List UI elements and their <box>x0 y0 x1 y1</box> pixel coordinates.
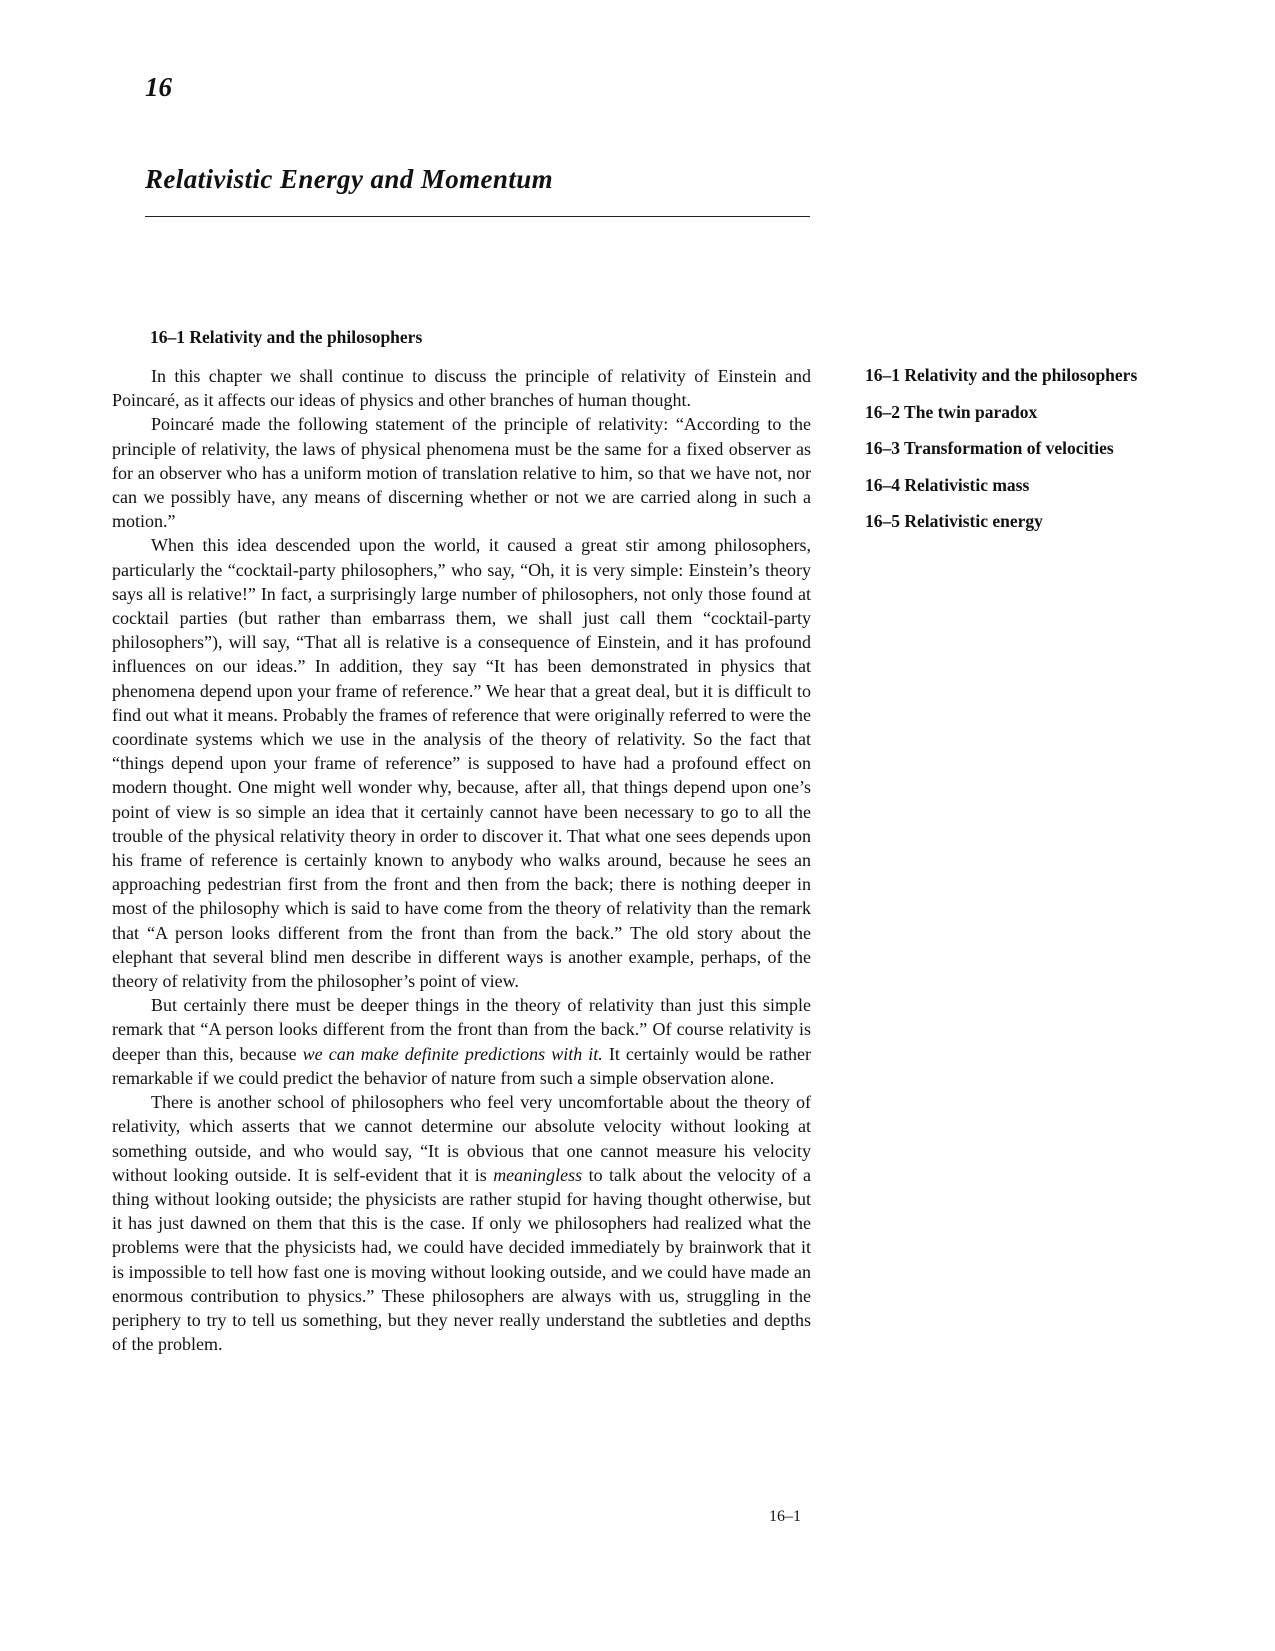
toc-item[interactable]: 16–2 The twin paradox <box>865 401 1038 422</box>
chapter-title: Relativistic Energy and Momentum <box>145 164 554 194</box>
toc-item[interactable]: 16–3 Transformation of velocities <box>865 438 1114 458</box>
toc-item[interactable]: 16–5 Relativistic energy <box>865 511 1043 531</box>
paragraph: In this chapter we shall continue to discuss the principle of relativity of Einstein and Poincaré, as it affects our ideas of physics and other branches of human thought. <box>112 366 811 411</box>
section-toc <box>865 364 1195 547</box>
toc-item[interactable]: 16–1 Relativity and the philosophers <box>865 365 1138 385</box>
chapter-number: 16 <box>145 72 172 102</box>
page-number: 16–1 <box>769 1508 801 1525</box>
toc-item[interactable]: 16–4 Relativistic mass <box>865 474 1030 495</box>
body-text <box>112 364 811 1356</box>
paragraph: There is another school of philosophers who feel very uncomfortable about the theory of relativity, which asserts that we cannot determine our absolute velocity without looking at something outside, and who would say, “It is obvious that one cannot measure his velocity without looking outside. It is self-evident that it is meaningless to talk about the velocity of a thing without looking outside; the physicists are rather stupid for having thought otherwise, but it has just dawned on them that this is the case. If only we philosophers had realized what the problems were that the physicists had, we could have decided immediately by brainwork that it is impossible to tell how fast one is moving without looking outside, and we could have made an enormous contribution to physics.” These philosophers are always with us, struggling in the periphery to try to tell us something, but they never really understand the subtleties and depths of the problem. <box>112 1092 812 1355</box>
paragraph: But certainly there must be deeper things in the theory of relativity than just this simple remark that “A person looks different from the front than from the back.” Of course relativity is deeper than this, because we can make definite predictions with it. It certainly would be rather remarkable if we could predict the behavior of nature from such a simple observation alone. <box>112 995 812 1088</box>
title-divider <box>145 216 810 217</box>
paragraph: When this idea descended upon the world, it caused a great stir among philosophers, particularly the “cocktail-party philosophers,” who say, “Oh, it is very simple: Einstein’s theory says all is relative!” In fact, a surprisingly large number of philosophers, not only those found at cocktail parties (but rather than embarrass them, we shall just call them “cocktail-party philosophers”), will say, “That all is relative is a consequence of Einstein, and it has profound influences on our ideas.” In addition, they say “It has been demonstrated in physics that phenomena depend upon your frame of reference.” We hear that a great deal, but it is difficult to find out what it means. Probably the frames of reference that were originally referred to were the coordinate systems which we use in the analysis of the theory of relativity. So the fact that “things depend upon your frame of reference” is supposed to have had a profound effect on modern thought. One might well wonder why, because, after all, that things depend upon one’s point of view is so simple an idea that it certainly cannot have been necessary to go to all the trouble of the physical relativity theory in order to discover it. That what one sees depends upon his frame of reference is certainly known to anybody who walks around, because he sees an approaching pedestrian first from the front and then from the back; there is nothing deeper in most of the philosophy which is said to have come from the theory of relativity than the remark that “A person looks different from the front than from the back.” The old story about the elephant that several blind men describe in different ways is another example, perhaps, of the theory of relativity from the philosopher’s point of view. <box>112 535 811 992</box>
emphasis-text: we can make definite predictions with it. <box>302 1043 603 1064</box>
section-heading: 16–1 Relativity and the philosophers <box>150 327 423 347</box>
emphasis-text: meaningless <box>493 1164 583 1185</box>
paragraph: Poincaré made the following statement of the principle of relativity: “According to the principle of relativity, the laws of physical phenomena must be the same for a fixed observer as for an observer who has a uniform motion of translation relative to him, so that we have not, nor can we possibly have, any means of discerning whether or not we are carried along in such a motion.” <box>112 414 811 532</box>
